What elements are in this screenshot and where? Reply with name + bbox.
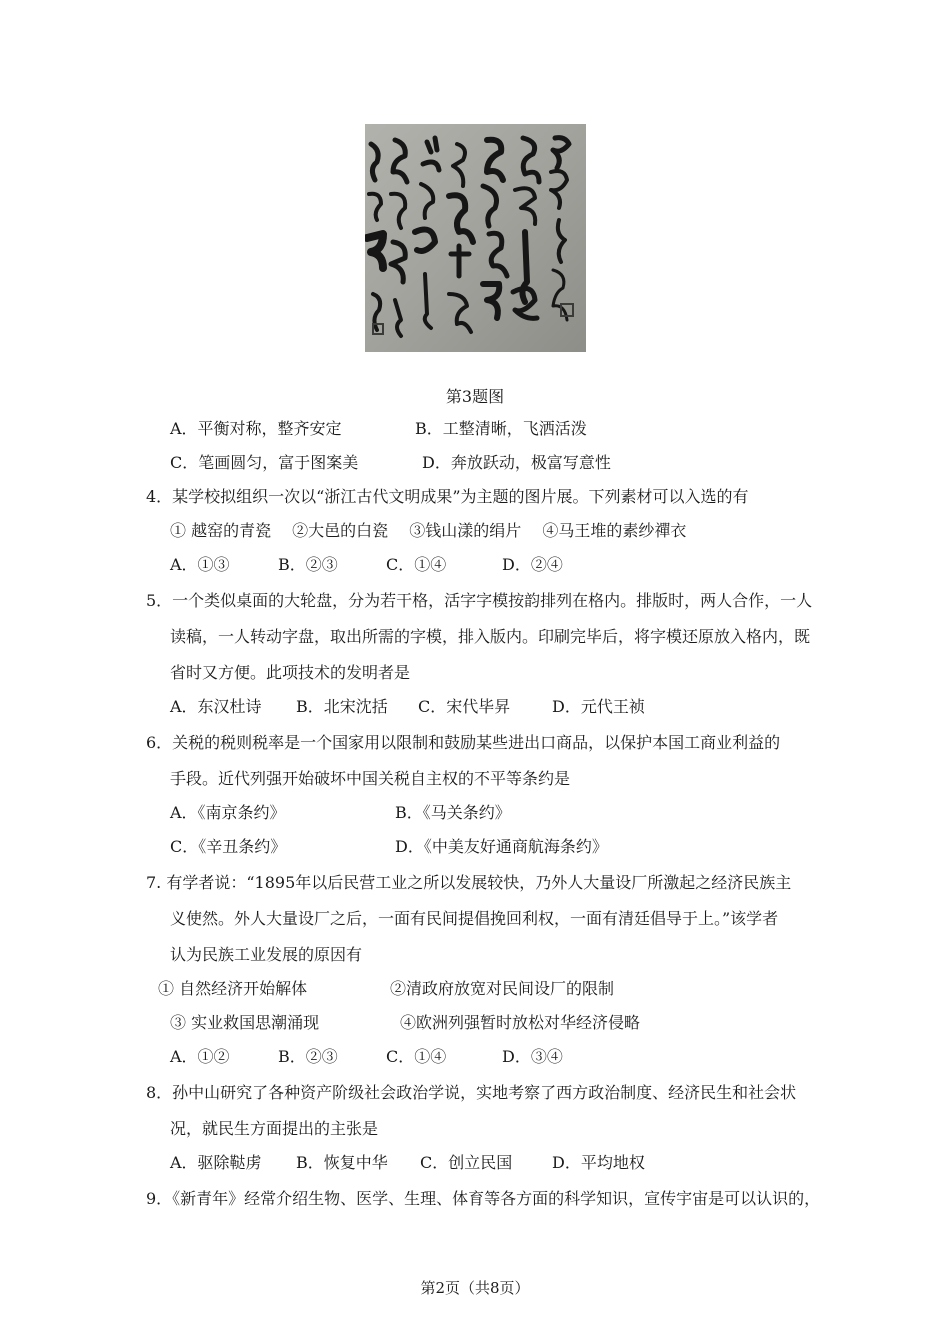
q3-option-d: D．奔放跃动，极富写意性 (422, 453, 611, 472)
q8-option-c: C．创立民国 (420, 1153, 513, 1172)
q7-line1: 7. 有学者说：“1895年以后民营工业之所以发展较快，乃外人大量设厂所激起之经济民族主 (146, 873, 792, 892)
q7-line2: 义使然。外人大量设厂之后，一面有民间提倡挽回利权，一面有清廷倡导于上。”该学者 (170, 909, 779, 928)
q6-option-a: A．《南京条约》 (170, 803, 286, 822)
q7-option-a: A．①② (170, 1047, 230, 1066)
q4-option-c: C．①④ (386, 555, 447, 574)
q9-line1: 9．《新青年》经常介绍生物、医学、生理、体育等各方面的科学知识，宣传宇宙是可以认识的， (146, 1189, 821, 1208)
page-footer: 第2页（共8页） (420, 1279, 530, 1297)
q6-line2: 手段。近代列强开始破坏中国关税自主权的不平等条约是 (170, 769, 571, 788)
q5-option-c: C．宋代毕昇 (418, 697, 511, 716)
q8-option-a: A．驱除鞑虏 (170, 1153, 262, 1172)
q4-option-a: A．①③ (170, 555, 230, 574)
q5-option-b: B．北宋沈括 (296, 697, 388, 716)
q5-line3: 省时又方便。此项技术的发明者是 (170, 663, 411, 682)
q7-item-2: ②清政府放宽对民间设厂的限制 (390, 979, 615, 998)
q3-option-a: A．平衡对称，整齐安定 (170, 419, 342, 438)
q7-item-4: ④欧洲列强暂时放松对华经济侵略 (400, 1013, 641, 1032)
q8-option-d: D．平均地权 (552, 1153, 645, 1172)
q6-option-c: C．《辛丑条约》 (170, 837, 287, 856)
q8-line1: 8．孙中山研究了各种资产阶级社会政治学说，实地考察了西方政治制度、经济民生和社会状 (146, 1083, 797, 1102)
q6-line1: 6．关税的税则税率是一个国家用以限制和鼓励某些进出口商品，以保护本国工商业利益的 (146, 733, 781, 752)
q7-option-c: C．①④ (386, 1047, 447, 1066)
q8-line2: 况，就民生方面提出的主张是 (170, 1119, 379, 1138)
q3-option-c: C．笔画圆匀，富于图案美 (170, 453, 359, 472)
q7-option-b: B．②③ (278, 1047, 338, 1066)
q8-option-b: B．恢复中华 (296, 1153, 388, 1172)
q4-option-d: D．②④ (502, 555, 563, 574)
figure-caption: 第3题图 (445, 387, 505, 406)
q7-option-d: D．③④ (502, 1047, 563, 1066)
q5-option-d: D．元代王祯 (552, 697, 645, 716)
q7-item-1: ① 自然经济开始解体 (158, 979, 308, 998)
q5-line2: 读稿，一人转动字盘，取出所需的字模，排入版内。印刷完毕后，将字模还原放入格内，既 (170, 627, 811, 646)
q5-line1: 5．一个类似桌面的大轮盘，分为若干格，活字字模按韵排列在格内。排版时，两人合作，一人 (146, 591, 813, 610)
calligraphy-image (365, 124, 586, 352)
q4-option-b: B．②③ (278, 555, 338, 574)
q7-line3: 认为民族工业发展的原因有 (170, 945, 363, 964)
q5-option-a: A．东汉杜诗 (170, 697, 262, 716)
q6-option-d: D．《中美友好通商航海条约》 (395, 837, 608, 856)
q7-item-3: ③ 实业救国思潮涌现 (170, 1013, 320, 1032)
q4-items: ① 越窑的青瓷 ②大邑的白瓷 ③钱山漾的绢片 ④马王堆的素纱禪衣 (170, 521, 687, 540)
q6-option-b: B．《马关条约》 (395, 803, 511, 822)
q3-option-b: B．工整清晰，飞洒活泼 (415, 419, 587, 438)
q4-stem: 4．某学校拟组织一次以“浙江古代文明成果”为主题的图片展。下列素材可以入选的有 (146, 487, 749, 506)
